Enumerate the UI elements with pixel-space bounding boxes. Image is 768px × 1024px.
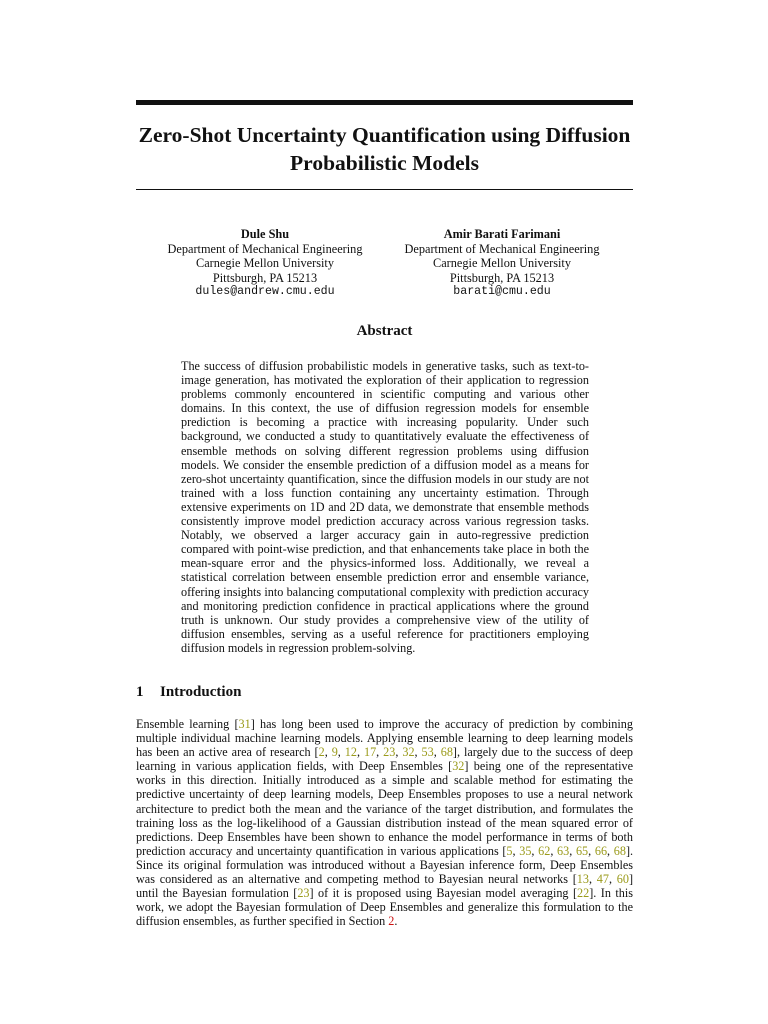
intro-text: Ensemble learning [: [136, 717, 239, 731]
author-email[interactable]: dules@andrew.cmu.edu: [195, 285, 335, 299]
citation-link[interactable]: 35: [519, 843, 532, 858]
section-heading: [136, 684, 241, 701]
intro-text: ], largely due to the success of deep learning in various application fields, with Deep Ensembles [: [136, 745, 633, 774]
citation-link[interactable]: 2: [318, 745, 325, 760]
citation-link[interactable]: 68: [613, 843, 626, 858]
title-bottom-rule: [136, 189, 633, 190]
author-block-2: [382, 227, 622, 300]
section-title: Introduction: [160, 684, 242, 700]
intro-text: ] being one of the representative works in this direction. Initially introduced as a simple and scalable method for estimating the predictive uncertainty of deep learning models, Deep Ensembles proposes to use a neural network architecture to predict both the mean and the variance of the target distribution, and formulates the training loss as the log-likelihood of a Gaussian distribution instead of the mean squared error of predictions. Deep Ensembles have been shown to enhance the model performance in terms of both prediction accuracy and uncertainty quantification in various applications [: [136, 759, 633, 858]
intro-text: ] of it is proposed using Bayesian model averaging [: [309, 886, 578, 901]
section-reference-link[interactable]: 2: [388, 914, 395, 929]
introduction-paragraph: Ensemble learning [31] has long been used to improve the accuracy of prediction by combining multiple individual machine learning models. Applying ensemble learning to deep learning models has been an active area of research [2, 9, 12, 17, 23, 32, 53, 68], largely due to the success of deep learning in various application fields, with Deep Ensembles [32] being one of the representative works in this direction. Initially introduced as a simple and scalable method for estimating the predictive uncertainty of deep learning models, Deep Ensembles proposes to use a neural network architecture to predict both the mean and the variance of the target distribution, and formulates the training loss as the log-likelihood of a Gaussian distribution instead of the mean squared error of predictions. Deep Ensembles have been shown to enhance the model performance in terms of both prediction accuracy and uncertainty quantification in various applications [5, 35, 62, 63, 65, 66, 68]. Since its original formulation was introduced without a Bayesian inference form, Deep Ensembles was considered as an alternative and competing method to Bayesian neural networks [13, 47, 60] until the Bayesian formulation [23] of it is proposed using Bayesian model averaging [22]. In this work, we adopt the Bayesian formulation of Deep Ensembles and generalize this formulation to the diffusion ensembles, as further specified in Section 2.: [136, 717, 634, 929]
author-location: Pittsburgh, PA 15213: [212, 270, 318, 285]
author-email[interactable]: barati@cmu.edu: [453, 285, 551, 299]
intro-text: ] has long been used to improve the accuracy of prediction by combining multiple individual machine learning models. Applying ensemble learning to deep learning models has been an active area of research [: [136, 717, 633, 760]
intro-text: .: [394, 914, 398, 929]
citation-link[interactable]: 31: [238, 717, 251, 731]
citation-link[interactable]: 53: [421, 745, 434, 760]
author-university: Carnegie Mellon University: [196, 256, 334, 271]
abstract-text: The success of diffusion probabilistic models in generative tasks, such as text-to-image generation, has motivated the exploration of their application to regression problems commonly encountered in scientific computing and various other domains. In this context, the use of diffusion regression models for ensemble prediction is becoming a practice with increasing popularity. Under such background, we conducted a study to quantitatively evaluate the effectiveness of ensemble methods on solving different regression problems using diffusion models. We consider the ensemble prediction of a diffusion model as a means for zero-shot uncertainty quantification, since the diffusion models in our study are not trained with a loss function containing any uncertainty estimation. Through extensive experiments on 1D and 2D data, we demonstrate that ensemble methods consistently improve model prediction accuracy across various regression tasks. Notably, we observed a larger accuracy gain in auto-regressive prediction compared with point-wise prediction, and that enhancements take place in both the mean-square error and the physics-informed loss. Additionally, we reveal a statistical correlation between ensemble prediction error and ensemble variance, offering insights into balancing computational complexity with prediction accuracy and monitoring prediction confidence in practical applications where the ground truth is unknown. Our study provides a comprehensive view of the utility of diffusion ensembles, serving as a useful reference for practitioners employing diffusion models in regression problem-solving.: [181, 359, 589, 655]
intro-text: ]. In this work, we adopt the Bayesian formulation of Deep Ensembles and generalize this formulation to the diffusion ensembles, as further specified in Section: [136, 886, 633, 929]
citation-link[interactable]: 5: [506, 843, 513, 858]
author-university: Carnegie Mellon University: [433, 256, 571, 271]
citation-link[interactable]: 32: [452, 759, 465, 774]
citation-link[interactable]: 12: [344, 745, 357, 760]
intro-text: ]. Since its original formulation was introduced without a Bayesian inference form, Deep Ensembles was considered as an alternative and competing method to Bayesian neural networks [: [136, 843, 634, 887]
citation-link[interactable]: 9: [331, 745, 338, 760]
citation-link[interactable]: 63: [557, 843, 570, 858]
paper-title: Zero-Shot Uncertainty Quantification using Diffusion Probabilistic Models: [138, 123, 631, 175]
author-department: Department of Mechanical Engineering: [404, 241, 600, 256]
citation-link[interactable]: 47: [596, 872, 609, 887]
title-top-rule: [136, 100, 633, 105]
citation-link[interactable]: 62: [538, 843, 551, 858]
citation-link[interactable]: 66: [594, 843, 608, 858]
intro-text: ] until the Bayesian formulation [: [136, 872, 633, 901]
author-department: Department of Mechanical Engineering: [167, 241, 363, 256]
citation-link[interactable]: 65: [575, 843, 589, 858]
author-block-1: [145, 227, 385, 300]
citation-link[interactable]: 23: [297, 886, 310, 901]
citation-link[interactable]: 22: [577, 886, 590, 901]
citation-link[interactable]: 13: [576, 872, 589, 887]
author-name: Dule Shu: [240, 227, 290, 241]
abstract-heading: Abstract: [356, 323, 413, 339]
author-name: Amir Barati Farimani: [443, 227, 561, 241]
section-number: 1: [136, 684, 144, 700]
citation-link[interactable]: 23: [383, 745, 396, 760]
citation-link[interactable]: 32: [402, 745, 415, 760]
citation-link[interactable]: 60: [616, 872, 629, 887]
author-location: Pittsburgh, PA 15213: [449, 270, 555, 285]
citation-link[interactable]: 68: [440, 745, 453, 760]
citation-link[interactable]: 17: [363, 745, 377, 760]
